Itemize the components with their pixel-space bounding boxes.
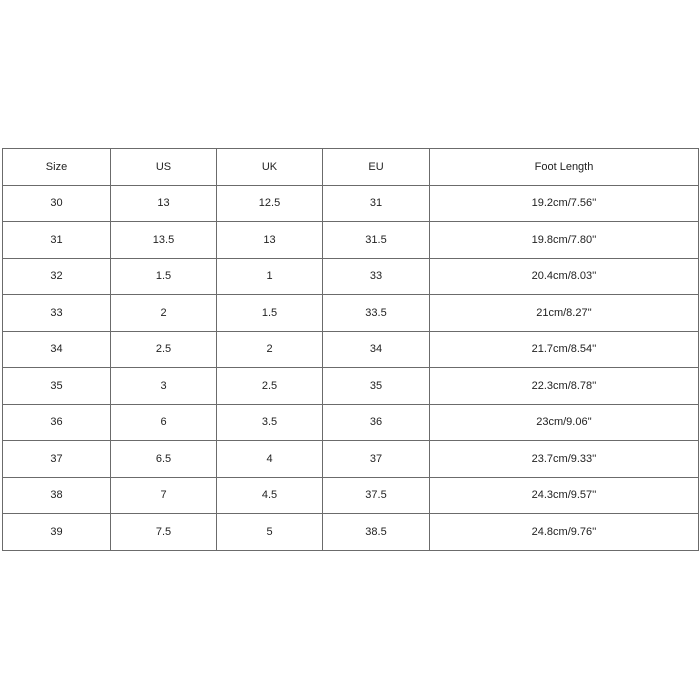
cell-eu: 33.5 [323,295,430,332]
cell-uk: 1 [217,258,323,295]
table-row [3,185,699,222]
cell-uk: 3.5 [217,404,323,441]
cell-uk: 5 [217,514,323,551]
cell-foot-length: 23.7cm/9.33'' [430,441,699,478]
cell-eu: 34 [323,331,430,368]
table-row [3,258,699,295]
table-row [3,477,699,514]
cell-uk: 1.5 [217,295,323,332]
cell-us: 2.5 [111,331,217,368]
cell-uk: 4.5 [217,477,323,514]
cell-us: 13.5 [111,222,217,259]
cell-uk: 12.5 [217,185,323,222]
size-chart-table [2,148,699,551]
cell-eu: 38.5 [323,514,430,551]
cell-eu: 31.5 [323,222,430,259]
cell-size: 38 [3,477,111,514]
table-row [3,368,699,405]
table-row [3,331,699,368]
cell-uk: 2.5 [217,368,323,405]
cell-uk: 13 [217,222,323,259]
cell-uk: 4 [217,441,323,478]
cell-eu: 37 [323,441,430,478]
header-eu: EU [323,149,430,186]
cell-eu: 31 [323,185,430,222]
table-row [3,514,699,551]
cell-size: 34 [3,331,111,368]
table-row [3,404,699,441]
cell-size: 37 [3,441,111,478]
cell-foot-length: 21cm/8.27'' [430,295,699,332]
cell-size: 33 [3,295,111,332]
cell-size: 31 [3,222,111,259]
cell-foot-length: 19.8cm/7.80'' [430,222,699,259]
cell-size: 35 [3,368,111,405]
cell-foot-length: 19.2cm/7.56'' [430,185,699,222]
cell-foot-length: 24.8cm/9.76'' [430,514,699,551]
cell-foot-length: 24.3cm/9.57'' [430,477,699,514]
cell-size: 30 [3,185,111,222]
cell-size: 39 [3,514,111,551]
table-header-row [3,149,699,186]
header-uk: UK [217,149,323,186]
cell-us: 6 [111,404,217,441]
cell-foot-length: 21.7cm/8.54'' [430,331,699,368]
cell-us: 3 [111,368,217,405]
header-foot-length: Foot Length [430,149,699,186]
table-row [3,441,699,478]
cell-eu: 35 [323,368,430,405]
table-row [3,222,699,259]
cell-uk: 2 [217,331,323,368]
cell-us: 2 [111,295,217,332]
cell-eu: 37.5 [323,477,430,514]
cell-us: 7 [111,477,217,514]
cell-foot-length: 20.4cm/8.03'' [430,258,699,295]
cell-foot-length: 22.3cm/8.78'' [430,368,699,405]
cell-us: 1.5 [111,258,217,295]
cell-eu: 33 [323,258,430,295]
table-row [3,295,699,332]
cell-size: 36 [3,404,111,441]
cell-eu: 36 [323,404,430,441]
cell-us: 6.5 [111,441,217,478]
cell-us: 7.5 [111,514,217,551]
cell-foot-length: 23cm/9.06'' [430,404,699,441]
header-us: US [111,149,217,186]
header-size: Size [3,149,111,186]
cell-size: 32 [3,258,111,295]
cell-us: 13 [111,185,217,222]
